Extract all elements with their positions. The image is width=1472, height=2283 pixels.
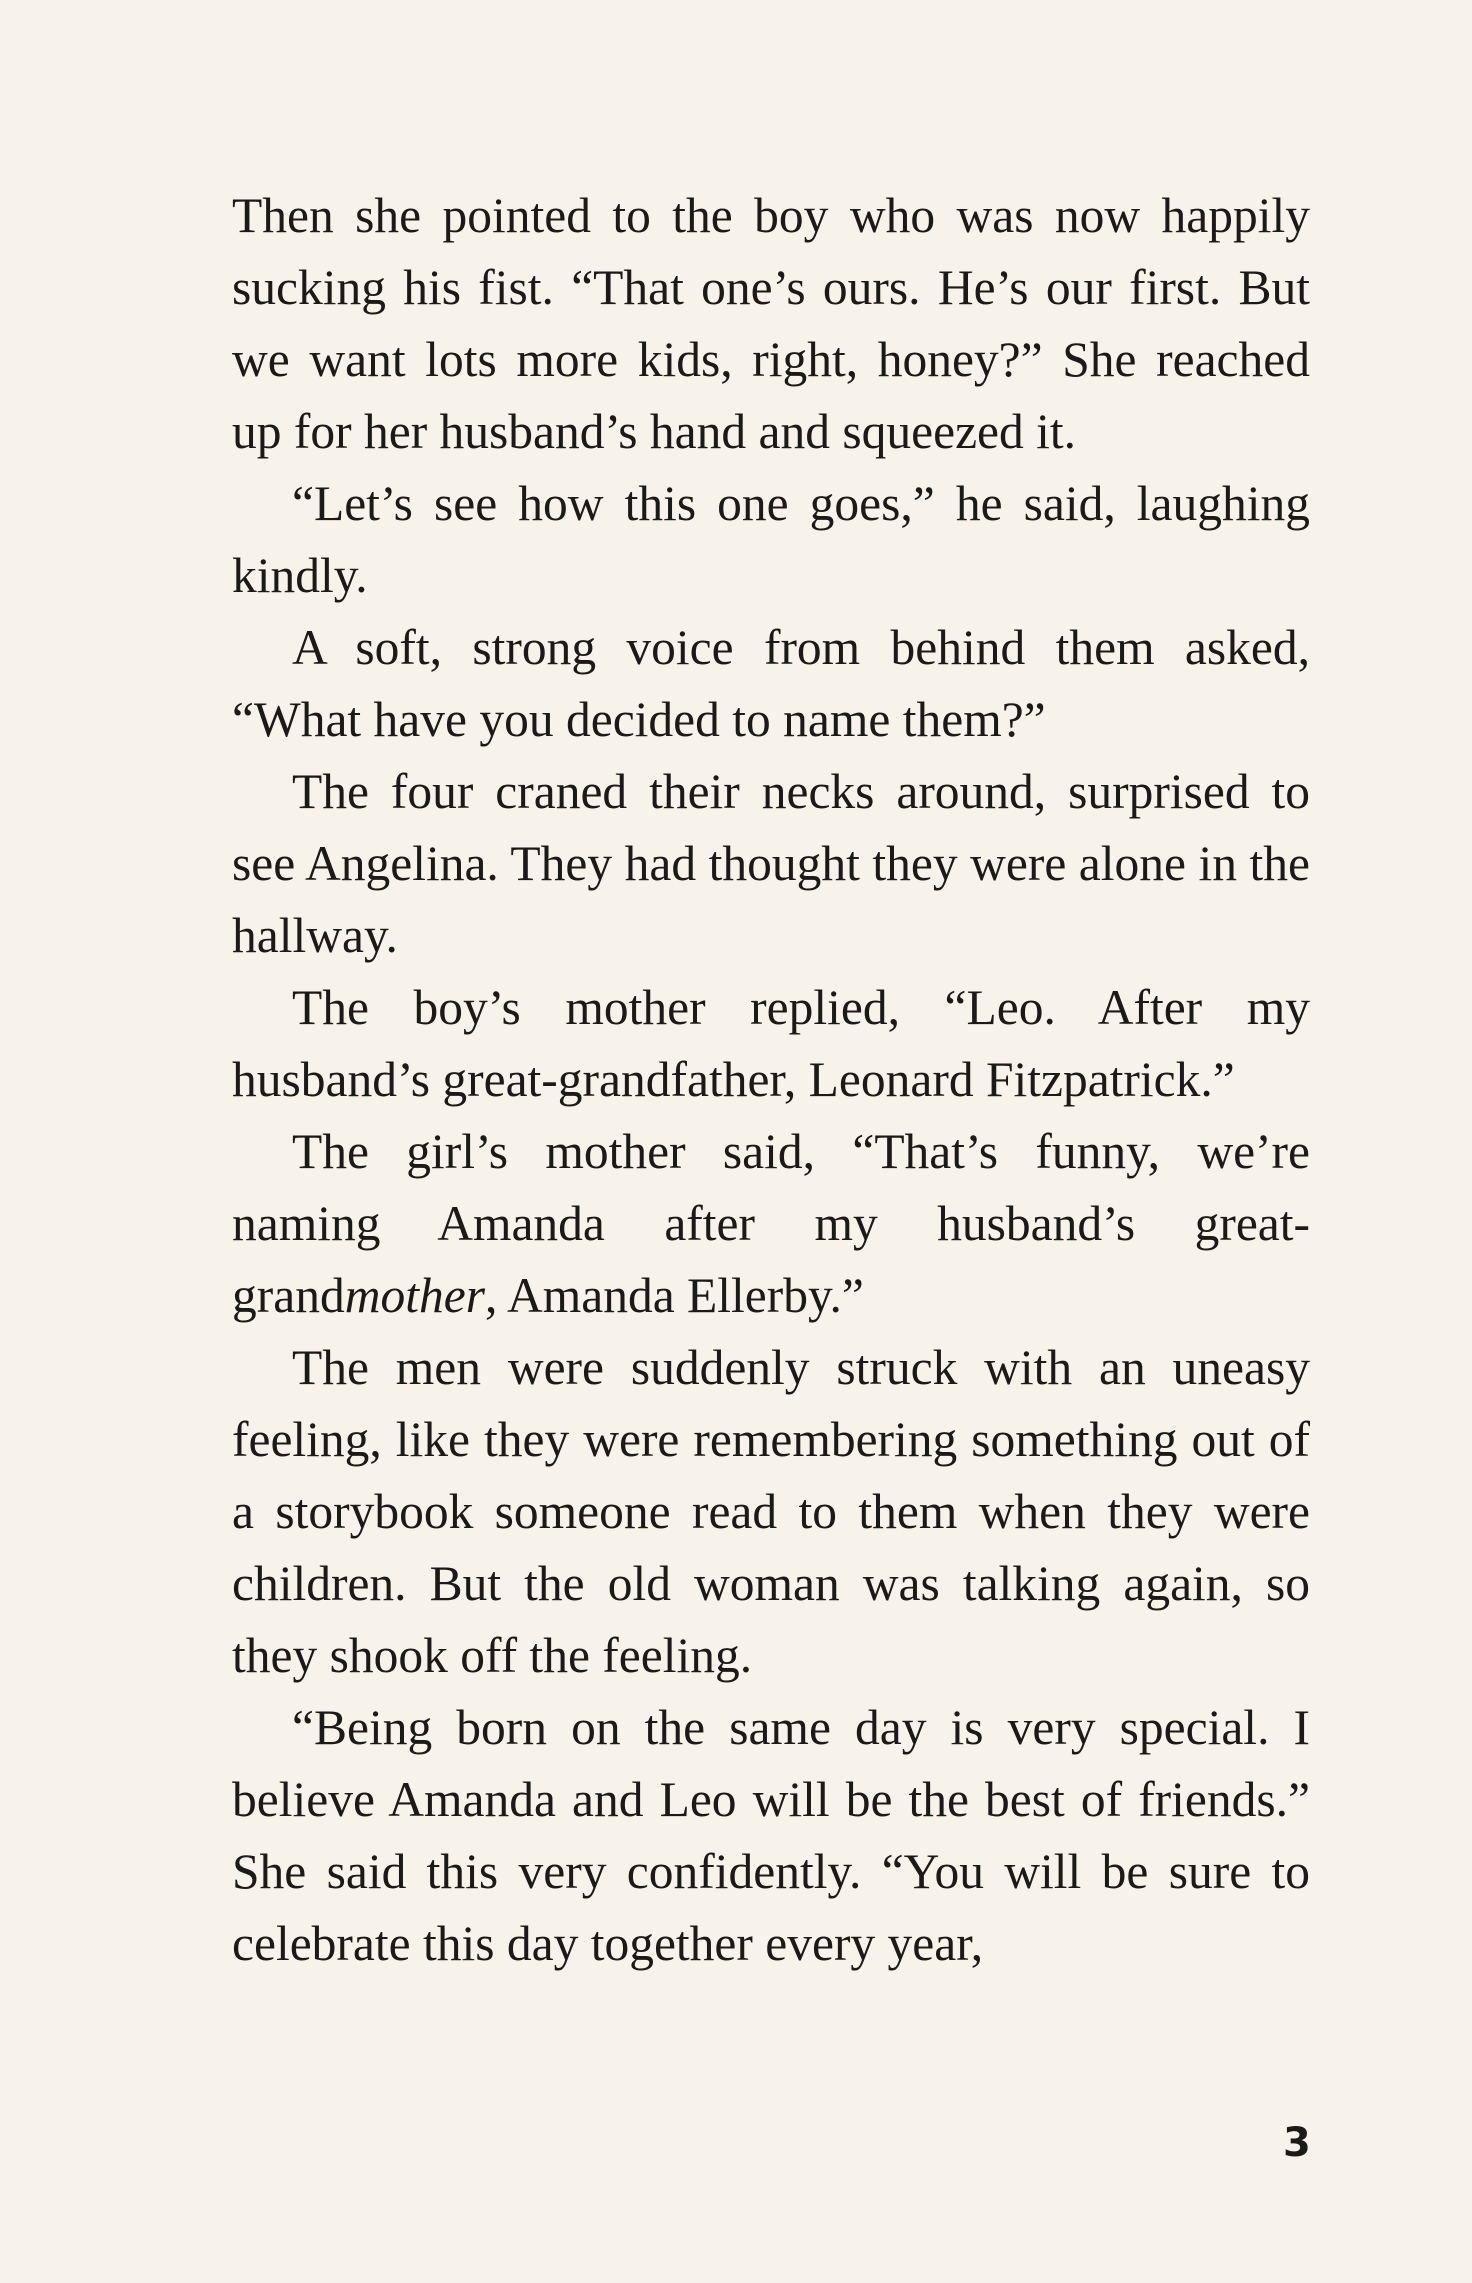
paragraph-6-italic: mother <box>344 1268 485 1323</box>
paragraph-6-text-end: , Amanda Ellerby.” <box>484 1268 864 1323</box>
paragraph-2: “Let’s see how this one goes,” he said, laughing kindly. <box>232 476 1310 603</box>
paragraph-7: The men were suddenly struck with an uneasy feeling, like they were remembering something out of a storybook someone read to them when they were children. But the old woman was talking again, so they shook off the feeling. <box>232 1340 1310 1683</box>
paragraph-4: The four craned their necks around, surprised to see Angelina. They had thought they were alone in the hallway. <box>232 764 1310 963</box>
paragraph-3: A soft, strong voice from behind them asked, “What have you decided to name them?” <box>232 620 1310 747</box>
body-text <box>232 180 1310 1980</box>
page-number: 3 <box>1283 2120 1311 2166</box>
paragraph-1: Then she pointed to the boy who was now happily sucking his fist. “That one’s ours. He’s our first. But we want lots more kids, right, honey?” She reached up for her husband’s hand and squeezed it. <box>232 188 1310 459</box>
paragraph-8: “Being born on the same day is very special. I believe Amanda and Leo will be the best of friends.” She said this very confidently. “You will be sure to celebrate this day together every year, <box>232 1700 1310 1971</box>
paragraph-5: The boy’s mother replied, “Leo. After my husband’s great-grandfather, Leonard Fitzpatrick.” <box>232 980 1310 1107</box>
paragraph-6-text: The girl’s mother said, “That’s funny, we’re naming Amanda after my husband’s great-grand <box>232 1124 1310 1323</box>
paragraph-6 <box>232 1116 1310 1332</box>
